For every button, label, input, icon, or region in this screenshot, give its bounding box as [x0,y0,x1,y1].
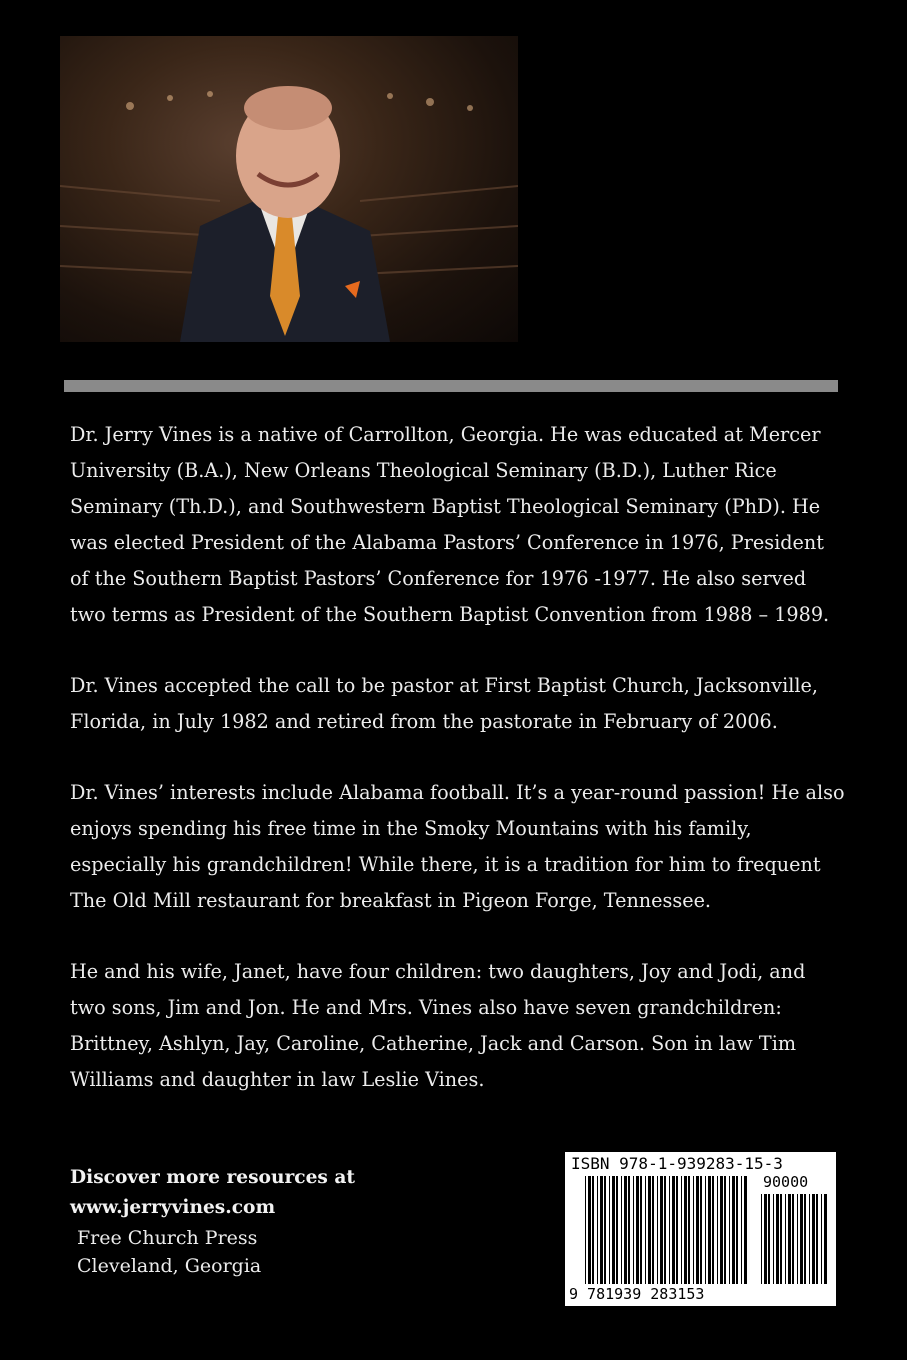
publisher-name: Free Church Press [77,1227,258,1249]
barcode-bar [645,1176,646,1284]
barcode-bar [812,1194,815,1284]
divider-rule [64,380,838,392]
barcode-bar [592,1176,594,1284]
barcode-bar [660,1176,663,1284]
barcode-bar [672,1176,675,1284]
barcode-bar [693,1176,694,1284]
barcode-bar [816,1194,818,1284]
barcode-bar [797,1194,798,1284]
barcode-bar [640,1176,642,1284]
barcode-bar [648,1176,651,1284]
barcode-bar [736,1176,738,1284]
barcode-bar [792,1194,794,1284]
barcode-bar [804,1194,806,1284]
barcode-bar [729,1176,730,1284]
price-code: 90000 [763,1173,809,1191]
barcode-bar [824,1194,827,1284]
barcode-bar [785,1194,786,1284]
barcode-bar [780,1194,782,1284]
barcode-bar [621,1176,622,1284]
barcode-bar [821,1194,822,1284]
barcode-bar [800,1194,803,1284]
isbn-barcode [565,1152,836,1306]
barcode-bar [604,1176,606,1284]
barcode-bar [712,1176,714,1284]
barcode-bar [597,1176,598,1284]
isbn-label: ISBN 978-1-939283-15-3 [571,1154,783,1173]
barcode-digits: 9 781939 283153 [569,1285,705,1303]
barcode-bar [744,1176,747,1284]
barcode-bar [720,1176,723,1284]
barcode-bar [628,1176,630,1284]
barcode-bar [669,1176,670,1284]
barcode-bar [788,1194,791,1284]
barcode-bar [741,1176,742,1284]
barcode-bar [696,1176,699,1284]
barcode-bar [773,1194,774,1284]
barcode-bar [616,1176,618,1284]
barcode-bar [657,1176,658,1284]
barcode-bar [776,1194,779,1284]
barcode-bar [764,1194,767,1284]
barcode-bar [609,1176,610,1284]
author-photo [60,36,518,342]
publisher-location: Cleveland, Georgia [77,1255,262,1277]
barcode-bar [612,1176,615,1284]
barcode-bar [664,1176,666,1284]
barcode-bar [652,1176,654,1284]
barcode-bar [588,1176,591,1284]
barcode-bar [681,1176,682,1284]
barcode-bar [676,1176,678,1284]
bio-paragraph: Dr. Vines’ interests include Alabama football. It’s a year-round passion! He also enjoys spending his free time in the Smoky Mountains with his family, especially his grandchildren! While there, it is a tradition for him to frequent The Old Mill restaurant for breakfast in Pigeon Forge, Tennessee. [70,781,845,912]
barcode-bars [585,1176,747,1284]
bio-paragraph: He and his wife, Janet, have four children: two daughters, Joy and Jodi, and two sons, Jim and Jon. He and Mrs. Vines also have seven grandchildren: Brittney, Ashlyn, Jay, Caroline, Catherine, Jack and Carson. Son in law Tim Williams and daughter in law Leslie Vines. [70,960,806,1091]
barcode-bar [809,1194,810,1284]
barcode-bar [633,1176,634,1284]
barcode-bar [705,1176,706,1284]
author-bio [70,417,845,1133]
barcode-bar [688,1176,690,1284]
publisher-info [77,1224,261,1280]
barcode-bar [717,1176,718,1284]
barcode-bar [585,1176,586,1284]
barcode-bar [724,1176,726,1284]
barcode-bar [708,1176,711,1284]
barcode-bar [700,1176,702,1284]
barcode-bar [636,1176,639,1284]
website-callout: Discover more resources at www.jerryvines.com [70,1167,355,1218]
barcode-bar [600,1176,603,1284]
bio-paragraph: Dr. Jerry Vines is a native of Carrollton, Georgia. He was educated at Mercer University (B.A.), New Orleans Theological Seminary (B.D.), Luther Rice Seminary (Th.D.), and Southwestern Baptist Theological Seminary (PhD). He was elected President of the Alabama Pastors’ Conference in 1976, President of the Southern Baptist Pastors’ Conference for 1976 -1977. He also served two terms as President of the Southern Baptist Convention from 1988 – 1989. [70,423,830,626]
barcode-bar [732,1176,735,1284]
barcode-bar [768,1194,770,1284]
addon-bars [761,1194,827,1284]
barcode-bar [624,1176,627,1284]
barcode-bar [684,1176,687,1284]
bio-paragraph: Dr. Vines accepted the call to be pastor at First Baptist Church, Jacksonville, Florida, in July 1982 and retired from the pastorate in February of 2006. [70,674,818,733]
barcode-bar [761,1194,762,1284]
